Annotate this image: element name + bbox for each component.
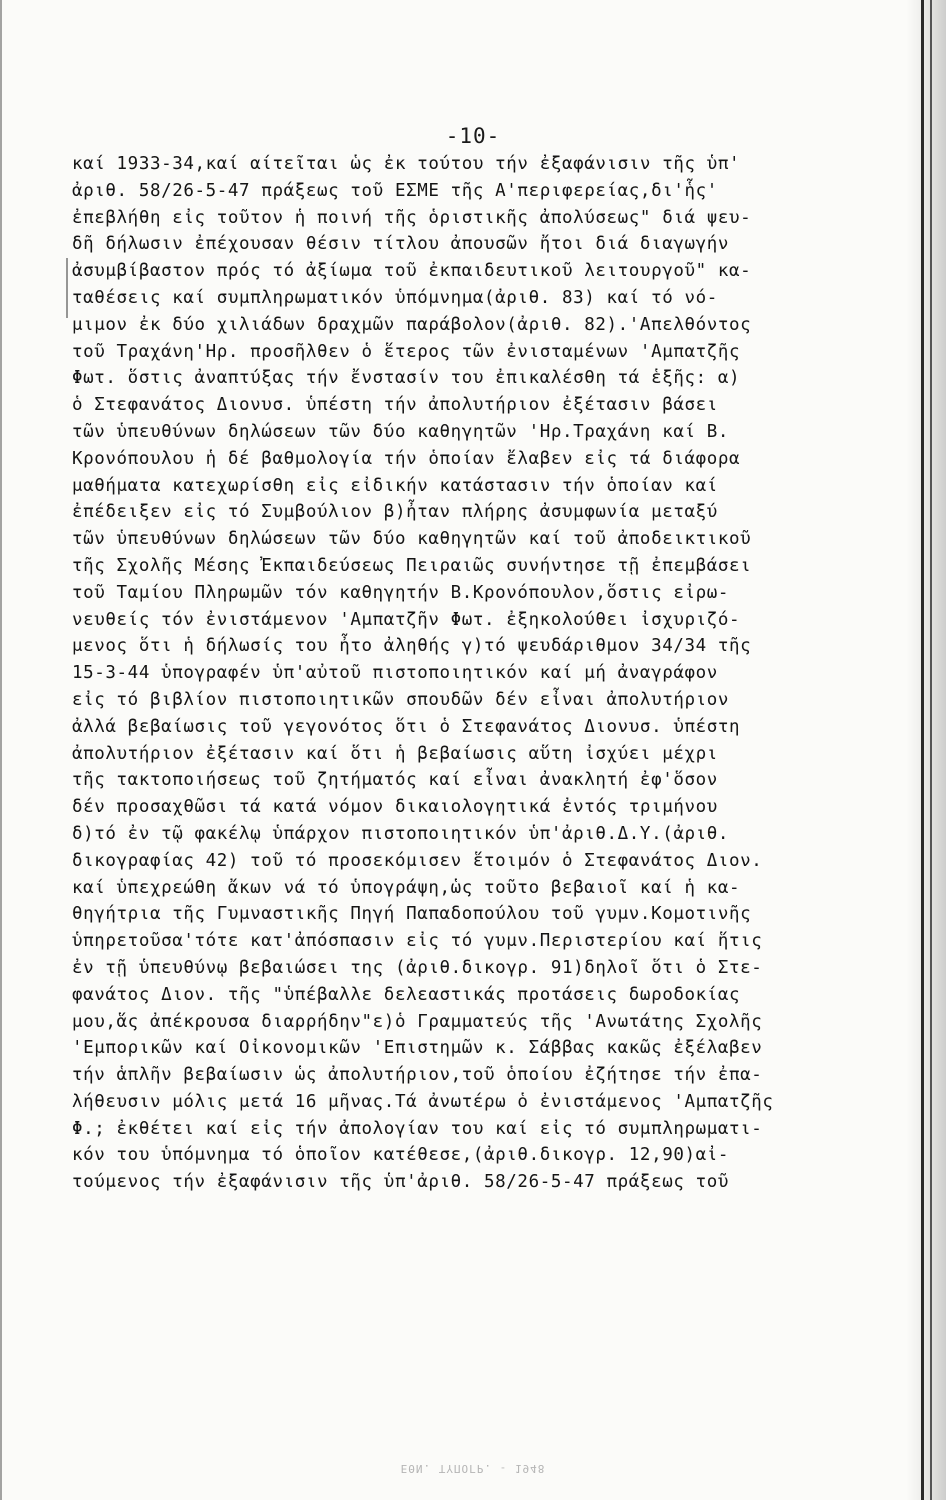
text-line: τήν ἁπλῆν βεβαίωσιν ὡς ἀπολυτήριον,τοῦ ὁποίου ἐζήτησε τήν ἐπα-	[72, 1065, 763, 1086]
binding-shadow	[906, 0, 946, 1500]
text-line: εἰς τό βιβλίον πιστοποιητικῶν σπουδῶν δέν εἶναι ἀπολυτήριον	[72, 689, 730, 710]
text-line: ταθέσεις καί συμπληρωματικόν ὑπόμνημα(ἀριθ. 83) καί τό νό-	[72, 287, 718, 308]
text-line: καί ὑπεχρεώθη ἄκων νά τό ὑπογράψη,ὡς τοῦτο βεβαιοῖ καί ἡ κα-	[72, 877, 741, 898]
binding-edge-inner	[930, 0, 932, 1500]
margin-mark	[66, 258, 68, 318]
text-line: 15-3-44 ὑπογραφέν ὑπ'αὐτοῦ πιστοποιητικόν καί μή ἀναγράφον	[72, 663, 718, 684]
text-line: ἀσυμβίβαστον πρός τό ἀξίωμα τοῦ ἐκπαιδευτικοῦ λειτουργοῦ" κα-	[72, 261, 752, 282]
text-line: Φ.; ἐκθέτει καί εἰς τήν ἀπολογίαν του καί εἰς τό συμπληρωματι-	[72, 1118, 763, 1139]
text-line: ἐπέδειξεν εἰς τό Συμβούλιον β)ἦταν πλήρης ἀσυμφωνία μεταξύ	[72, 502, 718, 523]
text-line: Κρονόπουλου ἡ δέ βαθμολογία τήν ὁποίαν ἔλαβεν εἰς τά διάφορα	[72, 448, 741, 469]
text-line: ἐν τῇ ὑπευθύνῳ βεβαιώσει της (ἀριθ.δικογρ. 91)δηλοῖ ὅτι ὁ Στε-	[72, 957, 763, 978]
text-line: μαθήματα κατεχωρίσθη εἰς εἰδικήν κατάστασιν τήν ὁποίαν καί	[72, 475, 718, 496]
text-line: Φωτ. ὅστις ἀναπτύξας τήν ἔνστασίν του ἐπικαλέσθη τά ἑξῆς: α)	[72, 368, 741, 389]
text-line: 'Εμπορικῶν καί Οἰκονομικῶν 'Επιστημῶν κ. Σάββας κακῶς ἐξέλαβεν	[72, 1038, 763, 1059]
page-left-edge	[0, 0, 2, 1500]
text-line: τοῦ Ταμίου Πληρωμῶν τόν καθηγητήν Β.Κρονόπουλον,ὅστις εἰρω-	[72, 582, 730, 603]
typed-text-block	[72, 151, 892, 1196]
text-line: δικογραφίας 42) τοῦ τό προσεκόμισεν ἕτοιμόν ὁ Στεφανάτος Διον.	[72, 850, 763, 871]
binding-edge	[921, 0, 924, 1500]
text-line: τῶν ὑπευθύνων δηλώσεων τῶν δύο καθηγητῶν 'Ηρ.Τραχάνη καί Β.	[72, 421, 730, 442]
text-line: ἐπεβλήθη εἰς τοῦτον ἡ ποινή τῆς ὁριστικῆς ἀπολύσεως" διά ψευ-	[72, 207, 752, 228]
text-line: νευθείς τόν ἐνιστάμενον 'Αμπατζῆν Φωτ. ἐξηκολούθει ἰσχυριζό-	[72, 609, 741, 630]
text-line: ὁ Στεφανάτος Διονυσ. ὑπέστη τήν ἀπολυτήριον ἐξέτασιν βάσει	[72, 395, 718, 416]
page-number: -10-	[445, 124, 501, 148]
text-line: θηγήτρια τῆς Γυμναστικῆς Πηγή Παπαδοπούλου τοῦ γυμν.Κομοτινῆς	[72, 904, 752, 925]
text-line: τοῦ Τραχάνη'Ηρ. προσῆλθεν ὁ ἕτερος τῶν ἐνισταμένων 'Αμπατζῆς	[72, 341, 741, 362]
text-line: ἀριθ. 58/26-5-47 πράξεως τοῦ ΕΣΜΕ τῆς Α'περιφερείας,δι'ἧς'	[72, 180, 718, 201]
bleed-through-stamp: ΕΘΝ. ΤΥΠΟΓΡ. - 1948	[400, 1462, 546, 1475]
text-line: κόν του ὑπόμνημα τό ὁποῖον κατέθεσε,(ἀριθ.δικογρ. 12,90)αἰ-	[72, 1145, 730, 1166]
text-line: ἀλλά βεβαίωσις τοῦ γεγονότος ὅτι ὁ Στεφανάτος Διονυσ. ὑπέστη	[72, 716, 741, 737]
text-line: μενος ὅτι ἡ δήλωσίς του ἦτο ἀληθής γ)τό ψευδάριθμον 34/34 τῆς	[72, 636, 752, 657]
text-line: τῆς Σχολῆς Μέσης Ἐκπαιδεύσεως Πειραιῶς συνήντησε τῇ ἐπεμβάσει	[72, 555, 752, 576]
text-line: τῆς τακτοποιήσεως τοῦ ζητήματός καί εἶναι ἀνακλητή ἐφ'ὅσον	[72, 770, 718, 791]
text-line: ὑπηρετοῦσα'τότε κατ'ἀπόσπασιν εἰς τό γυμν.Περιστερίου καί ἥτις	[72, 931, 763, 952]
text-line: καί 1933-34,καί αίτεῖται ὡς ἐκ τούτου τήν ἐξαφάνισιν τῆς ὑπ'	[72, 154, 741, 174]
text-line: τῶν ὑπευθύνων δηλώσεων τῶν δύο καθηγητῶν καί τοῦ ἀποδεικτικοῦ	[72, 529, 752, 550]
text-line: φανάτος Διον. τῆς "ὑπέβαλλε δελεαστικάς προτάσεις δωροδοκίας	[72, 984, 741, 1005]
text-line: μου,ἅς ἀπέκρουσα διαρρήδην"ε)ὁ Γραμματεύς τῆς 'Ανωτάτης Σχολῆς	[72, 1011, 763, 1032]
text-line: λήθευσιν μόλις μετά 16 μῆνας.Τά ἀνωτέρω ὁ ἐνιστάμενος 'Αμπατζῆς	[72, 1091, 774, 1112]
text-line: τούμενος τήν ἐξαφάνισιν τῆς ὑπ'ἀριθ. 58/26-5-47 πράξεως τοῦ	[72, 1172, 730, 1193]
text-line: δέν προσαχθῶσι τά κατά νόμον δικαιολογητικά ἐντός τριμήνου	[72, 797, 718, 818]
text-line: δῆ δήλωσιν ἐπέχουσαν θέσιν τίτλου ἀπουσῶν ἤτοι διά διαγωγήν	[72, 234, 730, 255]
text-line: ἀπολυτήριον ἐξέτασιν καί ὅτι ἡ βεβαίωσις αὕτη ἰσχύει μέχρι	[72, 743, 718, 764]
text-line: δ)τό ἐν τῷ φακέλῳ ὑπάρχον πιστοποιητικόν ὑπ'ἀριθ.Δ.Υ.(ἀριθ.	[72, 823, 730, 844]
text-line: μιμον ἐκ δύο χιλιάδων δραχμῶν παράβολον(ἀριθ. 82).'Απελθόντος	[72, 314, 752, 335]
